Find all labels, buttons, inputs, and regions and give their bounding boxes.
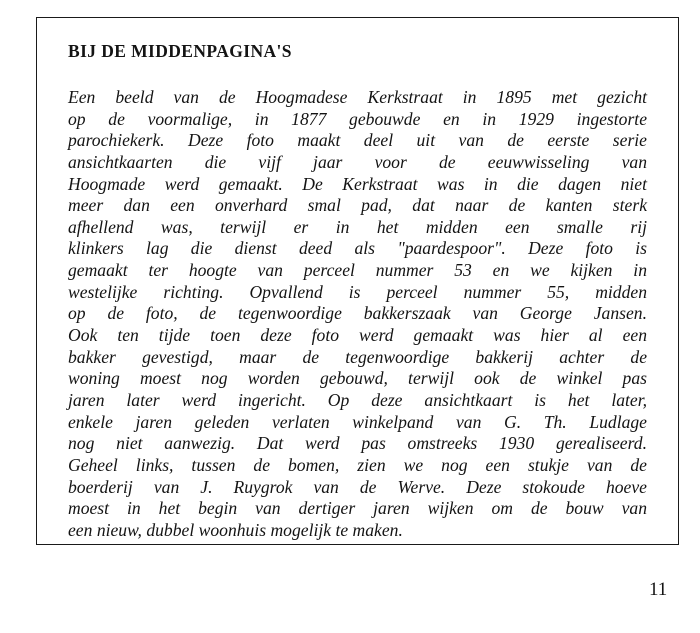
page-number: 11 [649, 579, 668, 600]
body-line: Geheel links, tussen de bomen, zien we nog een stukje van de [68, 454, 647, 475]
body-line: meer dan een onverhard smal pad, dat naar de kanten sterk [68, 195, 647, 216]
body-line-last: een nieuw, dubbel woonhuis mogelijk te maken. [68, 519, 403, 540]
body-line: op de foto, de tegenwoordige bakkerszaak van George Jansen. [68, 303, 647, 324]
body-line: jaren later werd ingericht. Op deze ansichtkaart is het later, [68, 389, 647, 410]
body-line: parochiekerk. Deze foto maakt deel uit van de eerste serie [68, 130, 647, 151]
article-title: BIJ DE MIDDENPAGINA'S [68, 41, 292, 61]
body-line: bakker gevestigd, maar de tegenwoordige bakkerij achter de [68, 346, 647, 367]
body-line: nog niet aanwezig. Dat werd pas omstreeks 1930 gerealiseerd. [68, 433, 647, 454]
body-line: Ook ten tijde toen deze foto werd gemaakt was hier al een [68, 325, 647, 346]
body-line: westelijke richting. Opvallend is perceel nummer 55, midden [68, 281, 647, 302]
body-line: woning moest nog worden gebouwd, terwijl ook de winkel pas [68, 368, 647, 389]
body-line: moest in het begin van dertiger jaren wijken om de bouw van [68, 498, 647, 519]
body-line: Een beeld van de Hoogmadese Kerkstraat in 1895 met gezicht [68, 87, 647, 107]
article-body [68, 87, 647, 541]
body-line: klinkers lag die dienst deed als "paardespoor". Deze foto is [68, 238, 647, 259]
body-line: afhellend was, terwijl er in het midden een smalle rij [68, 216, 647, 237]
body-line: boerderij van J. Ruygrok van de Werve. Deze stokoude hoeve [68, 476, 647, 497]
body-line: ansichtkaarten die vijf jaar voor de eeuwwisseling van [68, 151, 647, 172]
body-line: op de voormalige, in 1877 gebouwde en in 1929 ingestorte [68, 108, 647, 129]
body-line: gemaakt ter hoogte van perceel nummer 53 en we kijken in [68, 260, 647, 281]
body-line: enkele jaren geleden verlaten winkelpand van G. Th. Ludlage [68, 411, 647, 432]
body-line: Hoogmade werd gemaakt. De Kerkstraat was in die dagen niet [68, 173, 647, 194]
